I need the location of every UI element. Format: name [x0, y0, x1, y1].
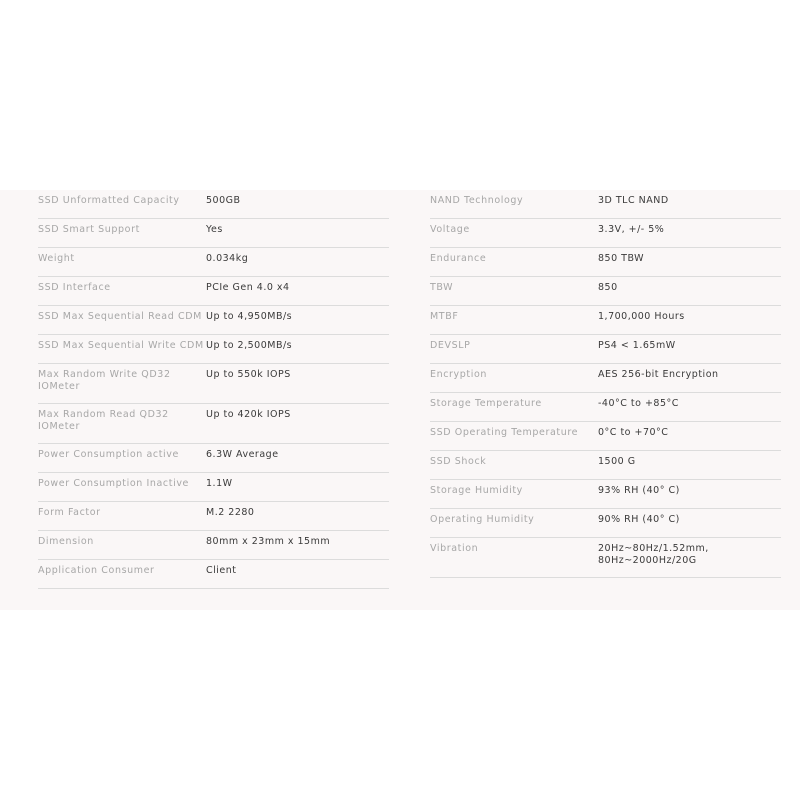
spec-row: [38, 531, 389, 560]
spec-value: Up to 420k IOPS: [206, 409, 291, 420]
spec-column-right: [430, 190, 781, 578]
spec-label: SSD Unformatted Capacity: [38, 195, 180, 206]
spec-label: Max Random Read QD32 IOMeter: [38, 409, 169, 432]
spec-label: SSD Shock: [430, 456, 487, 467]
spec-value: Up to 2,500MB/s: [206, 340, 293, 351]
spec-label: MTBF: [430, 311, 459, 322]
spec-value: PCIe Gen 4.0 x4: [206, 282, 290, 293]
spec-label: Encryption: [430, 369, 488, 380]
spec-label: Power Consumption Inactive: [38, 478, 189, 489]
spec-value: M.2 2280: [206, 507, 255, 518]
spec-row: [430, 219, 781, 248]
spec-label: Storage Temperature: [430, 398, 542, 409]
spec-value: 80mm x 23mm x 15mm: [206, 536, 331, 547]
spec-value: Client: [206, 565, 237, 576]
spec-value: 93% RH (40° C): [598, 485, 680, 496]
spec-row: [430, 509, 781, 538]
spec-row: [430, 335, 781, 364]
spec-row: [430, 248, 781, 277]
spec-row: [38, 364, 389, 404]
spec-row: [430, 306, 781, 335]
spec-label: TBW: [430, 282, 454, 293]
spec-value: PS4 < 1.65mW: [598, 340, 676, 351]
spec-value: 20Hz~80Hz/1.52mm, 80Hz~2000Hz/20G: [598, 543, 709, 566]
spec-value: 500GB: [206, 195, 241, 206]
spec-label: Power Consumption active: [38, 449, 179, 460]
spec-row: [430, 190, 781, 219]
spec-row: [430, 364, 781, 393]
spec-value: Yes: [206, 224, 223, 235]
spec-row: [430, 480, 781, 509]
spec-value: 1,700,000 Hours: [598, 311, 685, 322]
spec-value: 6.3W Average: [206, 449, 279, 460]
spec-label: NAND Technology: [430, 195, 524, 206]
spec-column-left: [38, 190, 389, 589]
spec-value: 850 TBW: [598, 253, 645, 264]
spec-row: [38, 335, 389, 364]
spec-label: Operating Humidity: [430, 514, 535, 525]
spec-row: [38, 219, 389, 248]
spec-label: SSD Max Sequential Write CDM: [38, 340, 204, 351]
spec-label: Dimension: [38, 536, 94, 547]
spec-label: Endurance: [430, 253, 487, 264]
spec-row: [38, 473, 389, 502]
spec-value: 0.034kg: [206, 253, 249, 264]
spec-value: 850: [598, 282, 618, 293]
spec-row: [38, 444, 389, 473]
spec-row: [38, 560, 389, 589]
spec-label: Storage Humidity: [430, 485, 523, 496]
spec-row: [38, 306, 389, 335]
spec-label: Voltage: [430, 224, 470, 235]
spec-value: AES 256-bit Encryption: [598, 369, 719, 380]
spec-row: [38, 404, 389, 444]
spec-label: Form Factor: [38, 507, 101, 518]
spec-row: [430, 277, 781, 306]
spec-label: Weight: [38, 253, 75, 264]
spec-value: 3.3V, +/- 5%: [598, 224, 665, 235]
spec-label: SSD Interface: [38, 282, 111, 293]
spec-label: SSD Smart Support: [38, 224, 140, 235]
spec-row: [38, 502, 389, 531]
spec-label: SSD Max Sequential Read CDM: [38, 311, 202, 322]
spec-value: 0°C to +70°C: [598, 427, 669, 438]
spec-value: 1.1W: [206, 478, 233, 489]
spec-table-panel: [0, 190, 800, 610]
spec-row: [38, 190, 389, 219]
spec-value: Up to 550k IOPS: [206, 369, 291, 380]
spec-value: 90% RH (40° C): [598, 514, 680, 525]
spec-label: Vibration: [430, 543, 479, 554]
spec-row: [430, 422, 781, 451]
spec-label: SSD Operating Temperature: [430, 427, 579, 438]
spec-label: Application Consumer: [38, 565, 155, 576]
spec-label: DEVSLP: [430, 340, 471, 351]
spec-row: [430, 451, 781, 480]
spec-value: -40°C to +85°C: [598, 398, 679, 409]
spec-value: 3D TLC NAND: [598, 195, 669, 206]
spec-row: [38, 248, 389, 277]
spec-label: Max Random Write QD32 IOMeter: [38, 369, 171, 392]
spec-value: Up to 4,950MB/s: [206, 311, 293, 322]
spec-row: [430, 393, 781, 422]
spec-value: 1500 G: [598, 456, 636, 467]
spec-row: [430, 538, 781, 578]
spec-row: [38, 277, 389, 306]
